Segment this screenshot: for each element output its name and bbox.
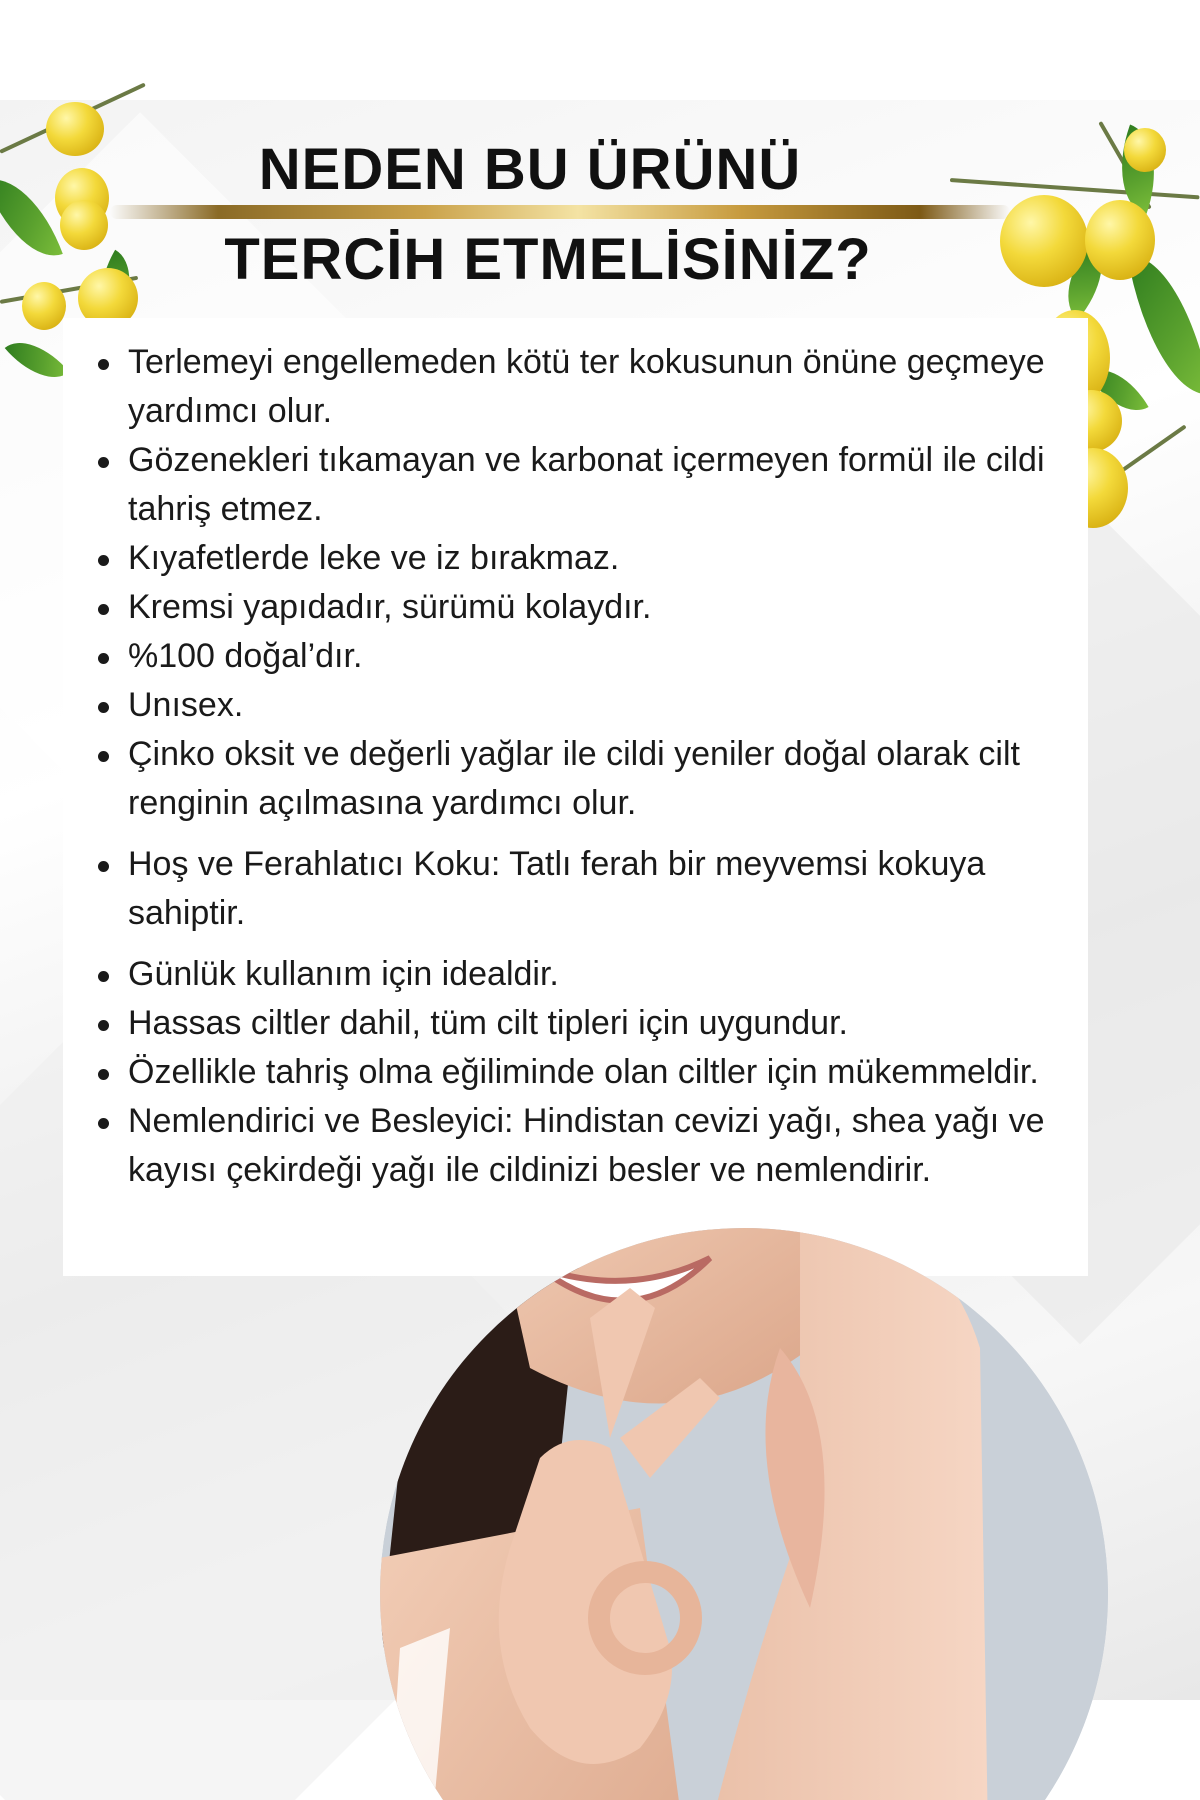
- list-item: Kremsi yapıdadır, sürümü kolaydır.: [90, 583, 1080, 632]
- list-item: Terlemeyi engellemeden kötü ter kokusunun önüne geçmeye yardımcı olur.: [90, 338, 1080, 436]
- page-title-line-1: NEDEN BU ÜRÜNÜ: [258, 137, 802, 202]
- list-item: Hassas ciltler dahil, tüm cilt tipleri için uygundur.: [90, 999, 1080, 1048]
- list-item: Gözenekleri tıkamayan ve karbonat içermeyen formül ile cildi tahriş etmez.: [90, 436, 1080, 534]
- list-item: %100 doğal’dır.: [90, 632, 1080, 681]
- page-title-line-2: TERCİH ETMELİSİNİZ?: [224, 227, 872, 292]
- list-item: Hoş ve Ferahlatıcı Koku: Tatlı ferah bir meyvemsi kokuya sahiptir.: [90, 840, 1080, 938]
- list-item: Unısex.: [90, 681, 1080, 730]
- list-item: Günlük kullanım için idealdir.: [90, 950, 1080, 999]
- lemon-icon: [1124, 128, 1166, 172]
- gold-divider: [110, 205, 1010, 219]
- list-item: Kıyafetlerde leke ve iz bırakmaz.: [90, 534, 1080, 583]
- list-item: Nemlendirici ve Besleyici: Hindistan cevizi yağı, shea yağı ve kayısı çekirdeği yağı ile cildinizi besler ve nemlendirir.: [90, 1097, 1080, 1195]
- list-item: Özellikle tahriş olma eğiliminde olan ciltler için mükemmeldir.: [90, 1048, 1080, 1097]
- feature-list: [90, 338, 1080, 1195]
- list-item: Çinko oksit ve değerli yağlar ile cildi yeniler doğal olarak cilt renginin açılmasına yardımcı olur.: [90, 730, 1080, 828]
